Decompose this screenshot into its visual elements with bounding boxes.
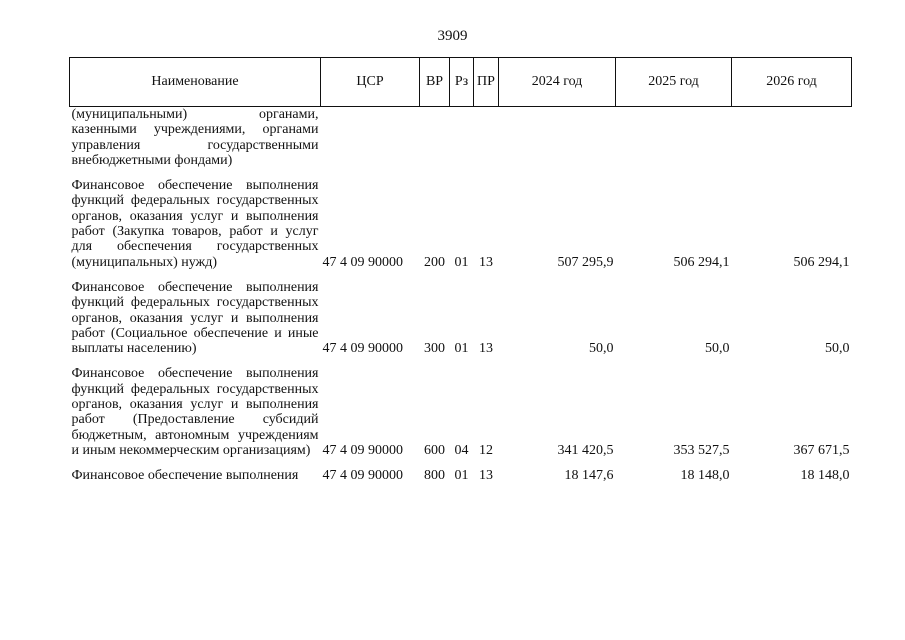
row-vr bbox=[420, 107, 450, 169]
row-rz: 01 bbox=[454, 468, 469, 484]
table-row bbox=[70, 107, 852, 169]
page-number: 3909 bbox=[437, 28, 468, 44]
row-vr: 600 bbox=[424, 442, 445, 458]
row-2024 bbox=[499, 107, 616, 169]
table-row bbox=[70, 280, 852, 356]
row-rz: 04 bbox=[454, 442, 469, 458]
row-name: (муниципальными) органами, казенными учреждениями, органами управления государственными внебюджетными фондами) bbox=[71, 107, 319, 168]
row-rz: 01 bbox=[454, 341, 469, 357]
header-row bbox=[70, 58, 852, 107]
row-csr: 47 4 09 90000 bbox=[322, 254, 403, 270]
row-vr: 800 bbox=[424, 468, 445, 484]
row-rz bbox=[450, 107, 474, 169]
row-2024: 18 147,6 bbox=[564, 468, 614, 484]
header-2025: 2025 год bbox=[616, 58, 732, 107]
table-row bbox=[70, 178, 852, 270]
table-row bbox=[70, 468, 852, 483]
row-vr: 300 bbox=[424, 341, 445, 357]
header-2024: 2024 год bbox=[499, 58, 616, 107]
header-2026: 2026 год bbox=[732, 58, 852, 107]
table-row bbox=[70, 366, 852, 458]
row-2026: 50,0 bbox=[825, 341, 850, 357]
row-name: Финансовое обеспечение выполнения bbox=[71, 468, 299, 484]
row-name: Финансовое обеспечение выполнения функций федеральных государственных органов, оказания услуг и выполнения работ (Предоставление субсидий бюджетным, автономным учреждениям и иным некоммерческим организациям) bbox=[71, 366, 319, 458]
row-csr: 47 4 09 90000 bbox=[322, 468, 403, 484]
row-csr: 47 4 09 90000 bbox=[322, 341, 403, 357]
row-2026: 18 148,0 bbox=[800, 468, 850, 484]
row-2025: 506 294,1 bbox=[673, 254, 730, 270]
row-name: Финансовое обеспечение выполнения функций федеральных государственных органов, оказания услуг и выполнения работ (Закупка товаров, работ и услуг для обеспечения государственных (муниципальных) нужд) bbox=[71, 178, 319, 270]
row-pr: 13 bbox=[479, 341, 493, 357]
header-pr: ПР bbox=[474, 58, 499, 107]
row-2024: 50,0 bbox=[589, 341, 614, 357]
row-2026 bbox=[732, 107, 852, 169]
row-pr: 12 bbox=[479, 442, 493, 458]
row-2025: 50,0 bbox=[705, 341, 730, 357]
row-pr bbox=[474, 107, 499, 169]
row-2026: 506 294,1 bbox=[793, 254, 850, 270]
header-csr: ЦСР bbox=[321, 58, 420, 107]
row-pr: 13 bbox=[479, 254, 493, 270]
header-name: Наименование bbox=[70, 58, 321, 107]
row-csr: 47 4 09 90000 bbox=[322, 442, 403, 458]
row-2025: 353 527,5 bbox=[673, 442, 730, 458]
row-2026: 367 671,5 bbox=[793, 442, 850, 458]
row-rz: 01 bbox=[454, 254, 469, 270]
row-csr bbox=[321, 107, 420, 169]
row-2024: 341 420,5 bbox=[557, 442, 614, 458]
row-2025: 18 148,0 bbox=[680, 468, 730, 484]
row-name: Финансовое обеспечение выполнения функций федеральных государственных органов, оказания услуг и выполнения работ (Социальное обеспечение и иные выплаты населению) bbox=[71, 279, 319, 357]
header-rz: Рз bbox=[450, 58, 474, 107]
row-pr: 13 bbox=[479, 468, 493, 484]
row-2024: 507 295,9 bbox=[557, 254, 614, 270]
row-2025 bbox=[616, 107, 732, 169]
budget-table bbox=[69, 57, 852, 484]
row-vr: 200 bbox=[424, 254, 445, 270]
header-vr: ВР bbox=[420, 58, 450, 107]
